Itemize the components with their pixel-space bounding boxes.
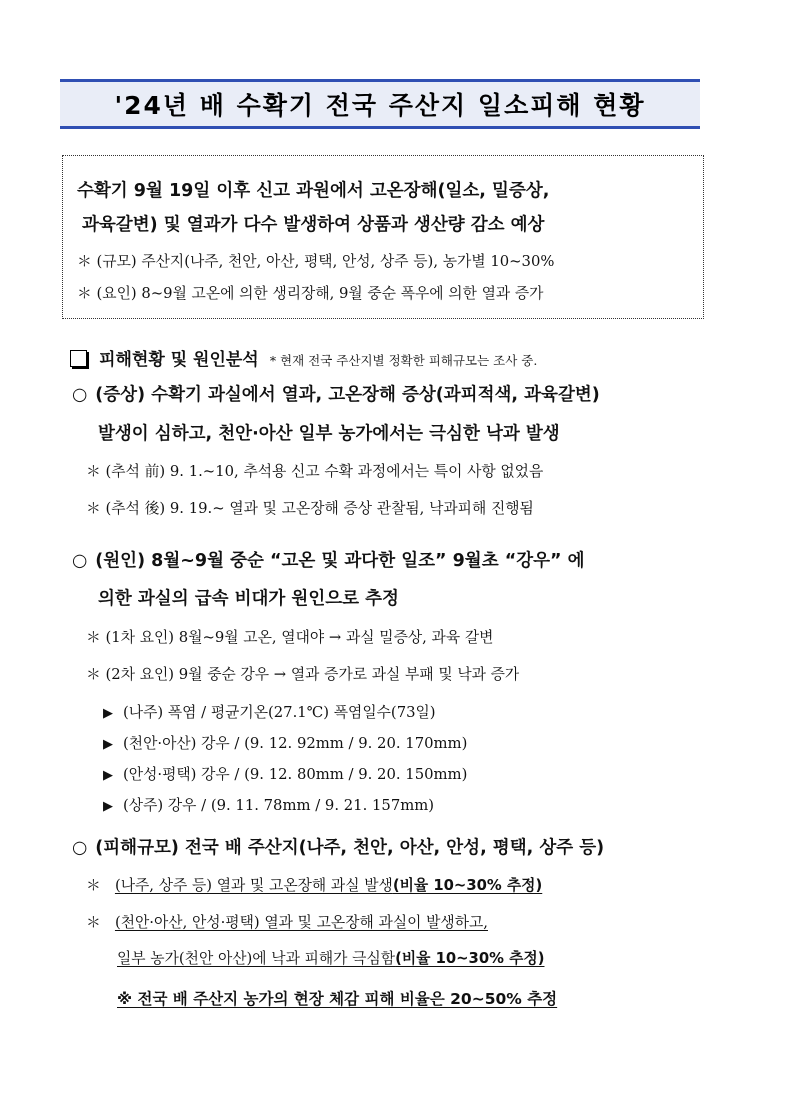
cause-sub-text-2: (2차 요인) 9월 중순 강우 → 열과 증가로 과실 부패 및 낙과 증가 [105, 666, 520, 683]
cause-detail-4 [103, 794, 434, 815]
scale-sub-2-text: (천안·아산, 안성·평택) 열과 및 고온장해 과실이 발생하고, [114, 914, 488, 931]
triangle-bullet-icon: ▶ [103, 768, 113, 783]
cause-detail-text-2: (천안·아산) 강우 / (9. 12. 92mm / 9. 20. 170mm) [123, 735, 468, 752]
star-bullet-icon: ＊ [86, 914, 101, 931]
cause-detail-3 [103, 763, 467, 784]
star-bullet-icon: ＊ [86, 463, 101, 480]
status-text-1: (증상) 수확기 과실에서 열과, 고온장해 증상(과피적색, 과육갈변) [95, 385, 600, 405]
cause-line-2: 의한 과실의 급속 비대가 원인으로 추정 [98, 589, 399, 609]
star-bullet-icon: ＊ [86, 629, 101, 646]
scale-sub-1-ratio: (비율 10~30% 추정) [392, 877, 543, 894]
triangle-bullet-icon: ▶ [103, 706, 113, 721]
scale-sub-3-ratio: (비율 10~30% 추정) [395, 950, 545, 967]
cause-line-1 [72, 547, 585, 572]
status-sub-text-2: (추석 後) 9. 19.~ 열과 및 고온장해 증상 관찰됨, 낙과피해 진행됨 [105, 500, 534, 517]
cause-sub-2 [86, 663, 519, 684]
circle-bullet-icon: ○ [72, 551, 88, 571]
triangle-bullet-icon: ▶ [103, 737, 113, 752]
cause-detail-text-1: (나주) 폭염 / 평균기온(27.1℃) 폭염일수(73일) [123, 704, 436, 721]
scale-final-note: ※ 전국 배 주산지 농가의 현장 체감 피해 비율은 20~50% 추정 [117, 990, 558, 1008]
star-bullet-icon: ＊ [86, 666, 101, 683]
summary-note-2: ＊ (요인) 8~9월 고온에 의한 생리장해, 9월 중순 폭우에 의한 열과 증가 [77, 285, 544, 302]
status-line-1 [72, 381, 600, 406]
section-label: 피해현황 및 원인분석 [99, 350, 259, 370]
scale-text-1: (피해규모) 전국 배 주산지(나주, 천안, 아산, 안성, 평택, 상주 등) [95, 838, 605, 858]
status-sub-1 [86, 460, 543, 481]
checkbox-icon [70, 350, 87, 367]
circle-bullet-icon: ○ [72, 385, 88, 405]
scale-sub-2 [86, 911, 488, 932]
summary-note-1: ＊ (규모) 주산지(나주, 천안, 아산, 평택, 안성, 상주 등), 농가별 10~30% [77, 253, 555, 270]
page-title: '24년 배 수확기 전국 주산지 일소피해 현황 [114, 91, 646, 120]
scale-line-1 [72, 834, 604, 859]
cause-detail-1 [103, 701, 436, 722]
cause-detail-text-4: (상주) 강우 / (9. 11. 78mm / 9. 21. 157mm) [123, 797, 435, 814]
status-sub-text-1: (추석 前) 9. 1.~10, 추석용 신고 수확 과정에서는 특이 사항 없었음 [105, 463, 544, 480]
summary-line-2: 과육갈변) 및 열과가 다수 발생하여 상품과 생산량 감소 예상 [82, 215, 545, 235]
section-note: * 현재 전국 주산지별 정확한 피해규모는 조사 중. [269, 353, 538, 368]
cause-text-1: (원인) 8월~9월 중순 “고온 및 과다한 일조” 9월초 “강우” 에 [95, 551, 585, 571]
summary-box [62, 155, 704, 319]
section-header [70, 345, 537, 370]
status-sub-2 [86, 497, 534, 518]
cause-sub-1 [86, 626, 493, 647]
scale-sub-3-text: 일부 농가(천안 아산)에 낙과 피해가 극심함(비율 10~30% 추정) [117, 950, 545, 967]
status-line-2: 발생이 심하고, 천안·아산 일부 농가에서는 극심한 낙과 발생 [98, 424, 560, 444]
triangle-bullet-icon: ▶ [103, 799, 113, 814]
scale-sub-1-text: (나주, 상주 등) 열과 및 고온장해 과실 발생(비율 10~30% 추정) [114, 877, 543, 894]
circle-bullet-icon: ○ [72, 838, 88, 858]
title-banner [60, 79, 700, 129]
star-bullet-icon: ＊ [86, 500, 101, 517]
scale-sub-3 [117, 947, 544, 968]
cause-sub-text-1: (1차 요인) 8월~9월 고온, 열대야 → 과실 밀증상, 과육 갈변 [105, 629, 494, 646]
scale-sub-1 [86, 874, 542, 895]
star-bullet-icon: ＊ [86, 877, 101, 894]
cause-detail-text-3: (안성·평택) 강우 / (9. 12. 80mm / 9. 20. 150mm) [123, 766, 468, 783]
summary-line-1: 수확기 9월 19일 이후 신고 과원에서 고온장해(일소, 밀증상, [77, 181, 550, 201]
cause-detail-2 [103, 732, 467, 753]
